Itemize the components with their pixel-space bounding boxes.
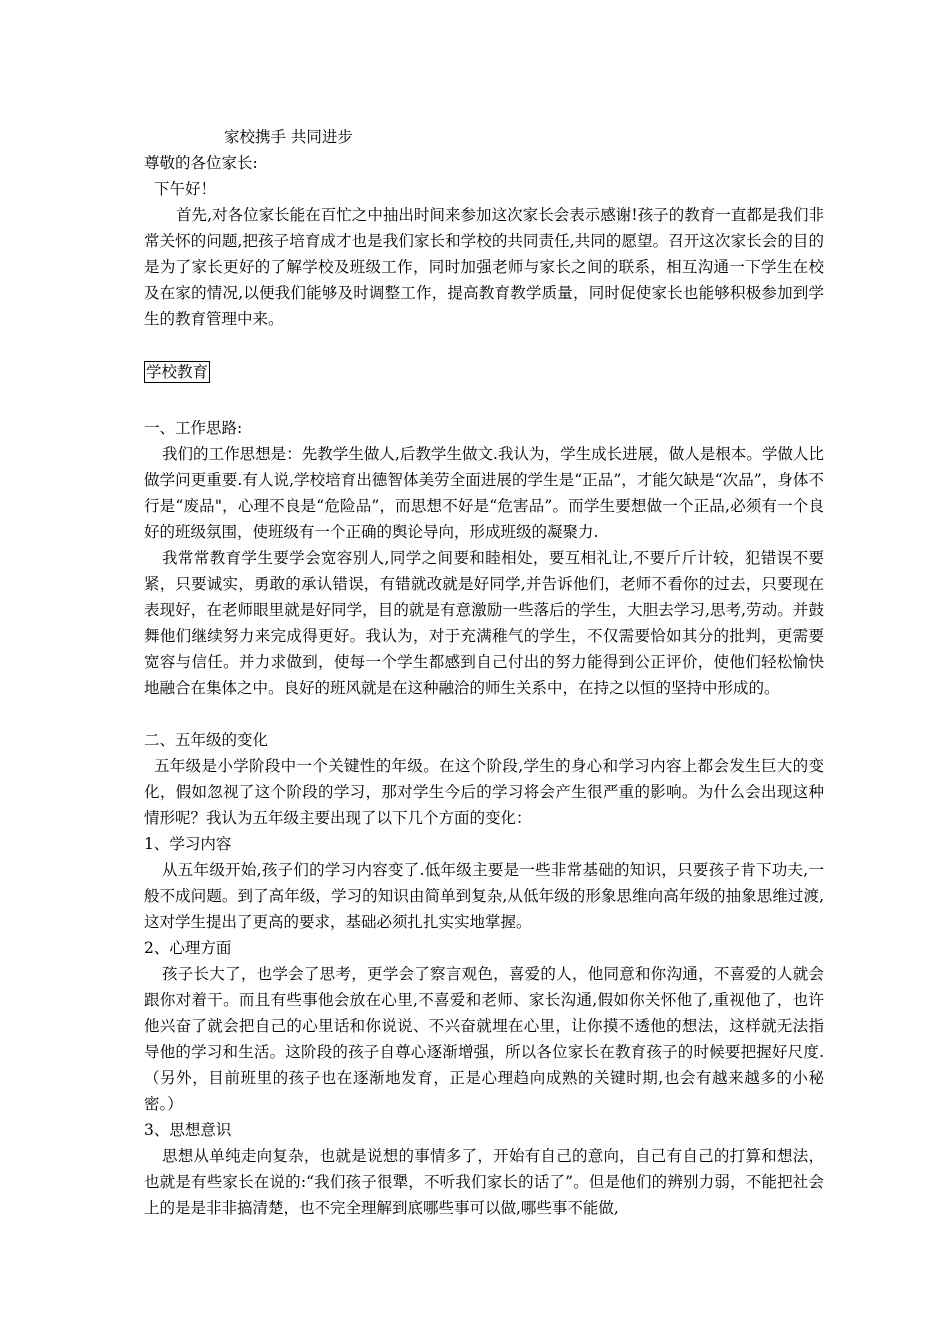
section1-paragraph-2: 我常常教育学生要学会宽容别人,同学之间要和睦相处，要互相礼让,不要斤斤计较，犯错误不要紧，只要诚实，勇敢的承认错误，有错就改就是好同学,并告诉他们，老师不看你的过去，只要现在表现好，在老师眼里就是好同学，目的就是有意激励一些落后的学生，大胆去学习,思考,劳动。并鼓舞他们继续努力来完成得更好。我认为，对于充满稚气的学生，不仅需要恰如其分的批判，更需要宽容与信任。并力求做到，使每一个学生都感到自己付出的努力能得到公正评价，使他们轻松愉快地融合在集体之中。良好的班风就是在这种融洽的师生关系中，在持之以恒的坚持中形成的。	[144, 549, 824, 697]
intro-paragraph: 首先,对各位家长能在百忙之中抽出时间来参加这次家长会表示感谢!孩子的教育一直都是我们非常关怀的问题,把孩子培育成才也是我们家长和学校的共同责任,共同的愿望。召开这次家长会的目的是为了家长更好的了解学校及班级工作，同时加强老师与家长之间的联系，相互沟通一下学生在校及在家的情况,以便我们能够及时调整工作，提高教育教学质量，同时促使家长也能够积极参加到学生的教育管理中来。	[144, 206, 824, 328]
section-box-label: 学校教育	[146, 363, 209, 381]
section1-paragraph-1: 我们的工作思想是：先教学生做人,后教学生做文.我认为，学生成长进展，做人是根本。学做人比做学问更重要.有人说,学校培育出德智体美劳全面进展的学生是“正品”，才能欠缺是“次品”，身体不行是“废品"，心理不良是“危险品”，而思想不好是“危害品”。而学生要想做一个正品,必须有一个良好的班级氛围，使班级有一个正确的舆论导向，形成班级的凝聚力.	[144, 445, 824, 541]
section2-paragraph-1: 五年级是小学阶段中一个关键性的年级。在这个阶段,学生的身心和学习内容上都会发生巨大的变化，假如忽视了这个阶段的学习，那对学生今后的学习将会产生很严重的影响。为什么会出现这种情形呢？我认为五年级主要出现了以下几个方面的变化：	[144, 757, 824, 827]
sub2-heading: 2、心理方面	[144, 939, 232, 957]
sub3-paragraph: 思想从单纯走向复杂，也就是说想的事情多了，开始有自己的意向，自己有自己的打算和想法，也就是有些家长在说的:“我们孩子很犟，不听我们家长的话了”。但是他们的辨别力弱，不能把社会上的是是非非搞清楚，也不完全理解到底哪些事可以做,哪些事不能做,	[144, 1147, 824, 1217]
document-title: 家校携手 共同进步	[224, 128, 353, 146]
sub3-heading: 3、思想意识	[144, 1121, 232, 1139]
section2-heading: 二、五年级的变化	[144, 731, 269, 749]
sub2-paragraph: 孩子长大了，也学会了思考，更学会了察言观色，喜爱的人，他同意和你沟通，不喜爱的人就会跟你对着干。而且有些事他会放在心里,不喜爱和老师、家长沟通,假如你关怀他了,重视他了，也许他兴奋了就会把自己的心里话和你说说、不兴奋就埋在心里，让你摸不透他的想法，这样就无法指导他的学习和生活。这阶段的孩子自尊心逐渐增强，所以各位家长在教育孩子的时候要把握好尺度.（另外，目前班里的孩子也在逐渐地发育，正是心理趋向成熟的关键时期,也会有越来越多的小秘密。）	[144, 965, 824, 1113]
salutation: 尊敬的各位家长:	[144, 154, 258, 172]
section1-heading: 一、工作思路:	[144, 419, 243, 437]
sub1-heading: 1、学习内容	[144, 835, 232, 853]
greeting: 下午好！	[154, 180, 217, 198]
sub1-paragraph: 从五年级开始,孩子们的学习内容变了.低年级主要是一些非常基础的知识，只要孩子肯下功夫,一般不成问题。到了高年级，学习的知识由简单到复杂,从低年级的形象思维向高年级的抽象思维过渡,这对学生提出了更高的要求，基础必须扎扎实实地掌握。	[144, 861, 824, 931]
document-page	[144, 124, 824, 1221]
